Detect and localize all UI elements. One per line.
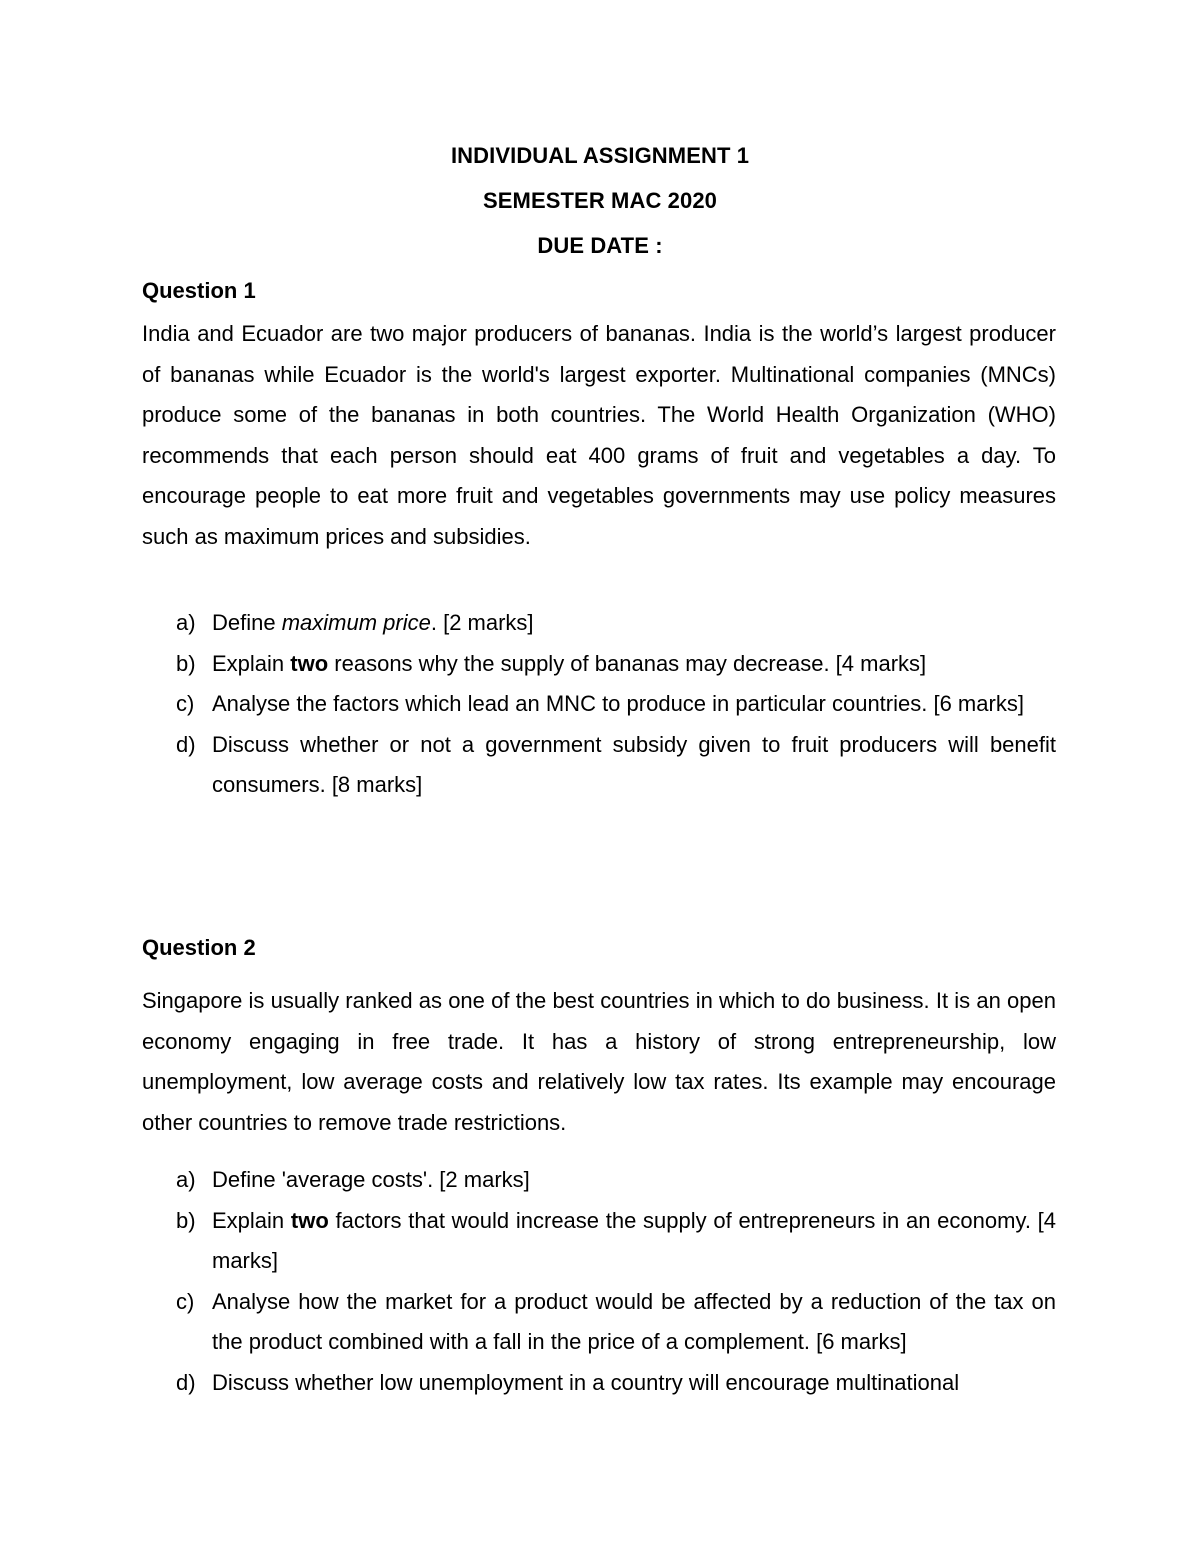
question-1-passage: India and Ecuador are two major producers of bananas. India is the world’s largest producer of bananas while Ecuador is the world's largest exporter. Multinational companies (MNCs) produce some of the bananas in both countries. The World Health Organization (WHO) recommends that each person should eat 400 grams of fruit and vegetables a day. To encourage people to eat more fruit and vegetables governments may use policy measures such as maximum prices and subsidies. [142, 321, 1056, 549]
item-marker: b) [176, 1207, 196, 1233]
question-1-item-c: c) Analyse the factors which lead an MNC to produce in particular countries. [6 marks] [142, 684, 1056, 725]
question-2-passage: Singapore is usually ranked as one of the best countries in which to do business. It is an open economy engaging in free trade. It has a history of strong entrepreneurship, low unemployment, low average costs and relatively low tax rates. Its example may encourage other countries to remove trade restrictions. [142, 988, 1056, 1135]
due-date-label: DUE DATE : [537, 233, 663, 258]
question-1-item-a: a) Define maximum price. [2 marks] [142, 603, 1056, 644]
item-marker: a) [176, 610, 196, 635]
item-marker: a) [176, 1167, 196, 1192]
question-1-item-d: d) Discuss whether or not a government subsidy given to fruit producers will benefit consumers. [8 marks] [142, 725, 1056, 806]
question-2-item-c: c) Analyse how the market for a product would be affected by a reduction of the tax on the product combined with a fall in the price of a complement. [6 marks] [142, 1282, 1056, 1363]
emphasis-two: two [290, 1207, 329, 1233]
item-marker: d) [176, 731, 196, 757]
semester-label: SEMESTER MAC 2020 [483, 188, 717, 213]
item-marker: b) [176, 650, 196, 676]
document-title: INDIVIDUAL ASSIGNMENT 1 [450, 143, 750, 168]
question-1-title: Question 1 [142, 278, 256, 303]
item-marker: c) [176, 1288, 195, 1314]
question-2-item-b: b) Explain two factors that would increase the supply of entrepreneurs in an economy. [4 marks] [142, 1201, 1056, 1282]
question-2-title: Question 2 [142, 935, 256, 960]
question-2-items [142, 1160, 1056, 1404]
question-2-item-d: d) Discuss whether low unemployment in a country will encourage multinational [142, 1363, 1056, 1404]
item-marker: c) [176, 691, 195, 717]
term-maximum-price: maximum price [281, 610, 431, 635]
question-1-item-b: b) Explain two reasons why the supply of bananas may decrease. [4 marks] [142, 644, 1056, 685]
question-1-items [142, 603, 1056, 806]
item-marker: d) [176, 1369, 196, 1395]
question-2-item-a: a) Define 'average costs'. [2 marks] [142, 1160, 1056, 1201]
emphasis-two: two [290, 650, 329, 676]
